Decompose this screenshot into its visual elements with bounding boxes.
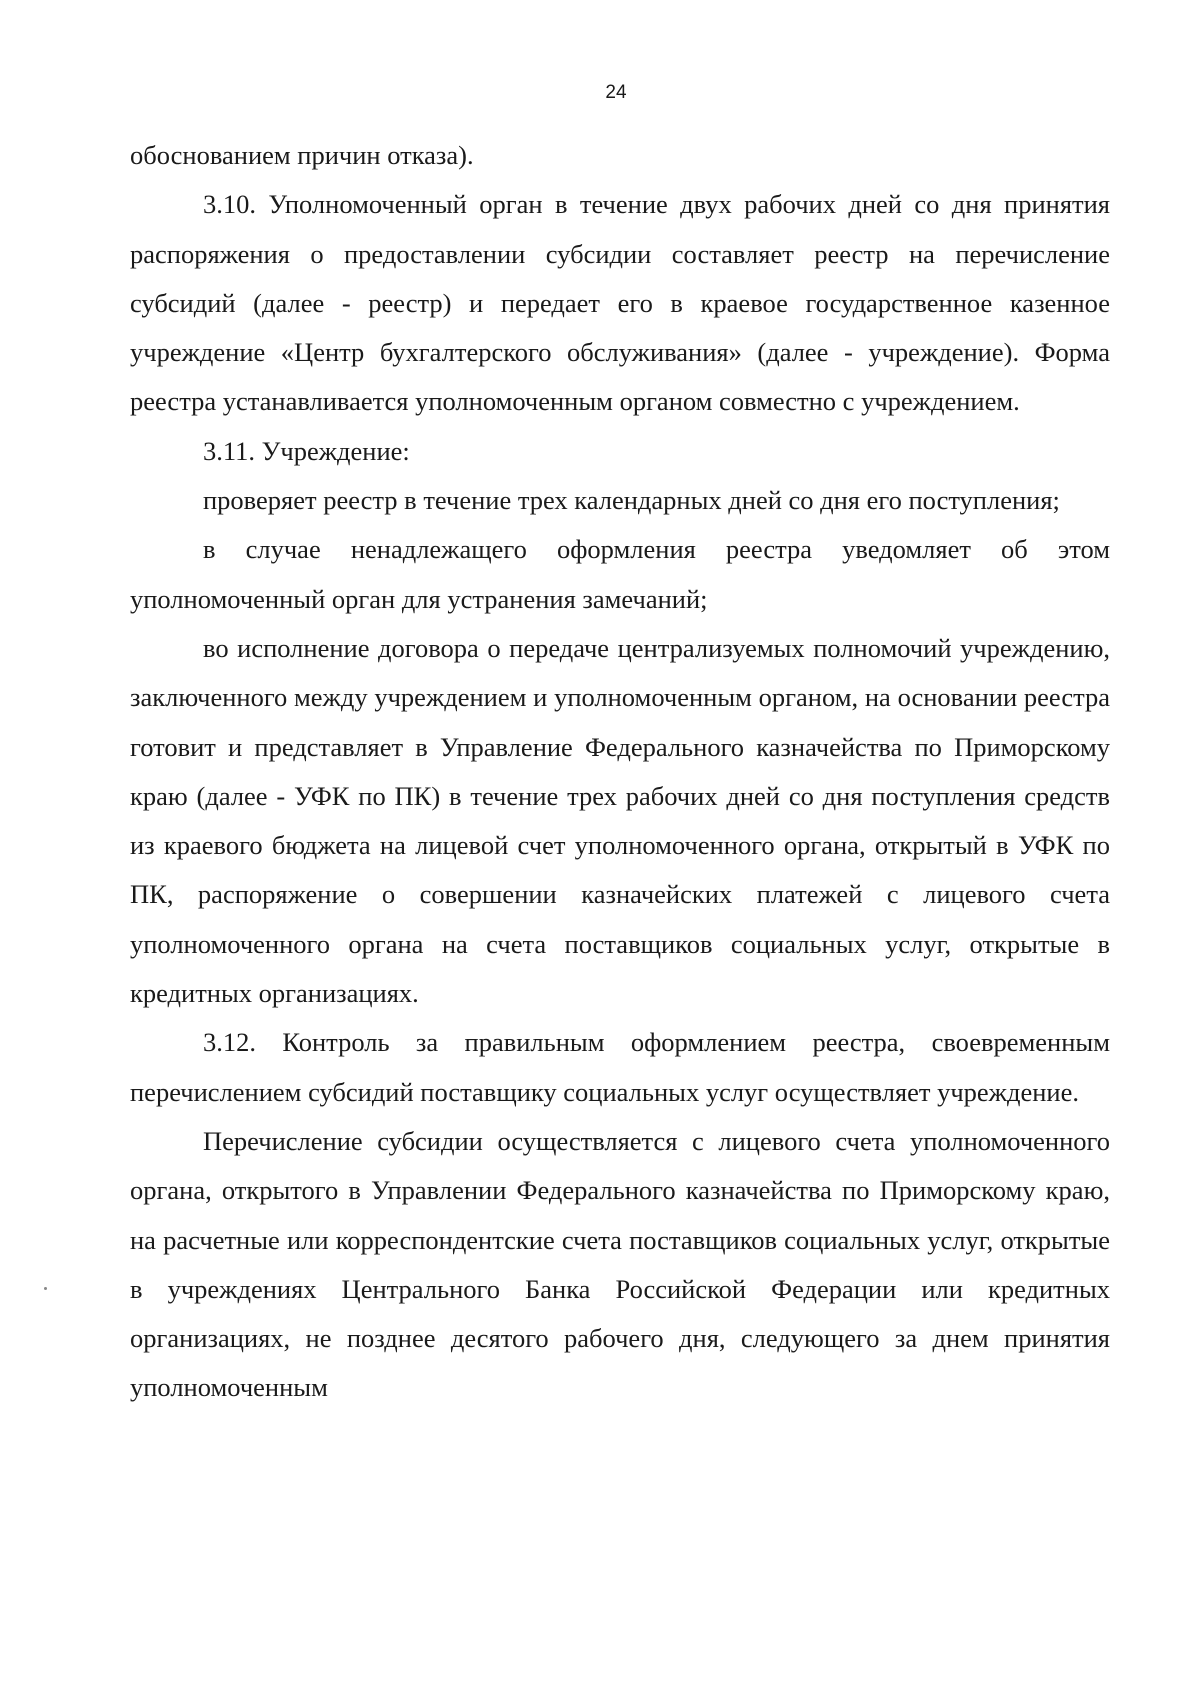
paragraph: обоснованием причин отказа). [130,140,474,170]
paragraph: проверяет реестр в течение трех календарных дней со дня его поступления; [203,485,1060,516]
scan-speck [44,1287,47,1290]
document-body [130,131,1110,1413]
paragraph: Перечисление субсидии осуществляется с лицевого счета уполномоченного органа, открытого в Управлении Федерального казначейства по Приморскому краю, на расчетные или корреспондентские счета поставщиков социальных услуг, открытые в учреждениях Центрального Банка Российской Федерации или кредитных организациях, не позднее десятого рабочего дня, следующего за днем принятия уполномоченным [130,1125,1110,1403]
paragraph: в случае ненадлежащего оформления реестра уведомляет об этом уполномоченный орган для устранения замечаний; [130,534,1110,614]
page-number: 24 [605,82,627,103]
paragraph: 3.11. Учреждение: [203,435,410,466]
paragraph: 3.10. Уполномоченный орган в течение двух рабочих дней со дня принятия распоряжения о предоставлении субсидии составляет реестр на перечисление субсидий (далее - реестр) и передает его в краевое государственное казенное учреждение «Центр бухгалтерского обслуживания» (далее - учреждение). Форма реестра устанавливается уполномоченным органом совместно с учреждением. [130,189,1110,417]
paragraph: во исполнение договора о передаче централизуемых полномочий учреждению, заключенного между учреждением и уполномоченным органом, на основании реестра готовит и представляет в Управление Федерального казначейства по Приморскому краю (далее - УФК по ПК) в течение трех рабочих дней со дня поступления средств из краевого бюджета на лицевой счет уполномоченного органа, открытый в УФК по ПК, распоряжение о совершении казначейских платежей с лицевого счета уполномоченного органа на счета поставщиков социальных услуг, открытые в кредитных организациях. [130,632,1110,1009]
paragraph: 3.12. Контроль за правильным оформлением реестра, своевременным перечислением субсидий поставщику социальных услуг осуществляет учреждение. [130,1027,1110,1107]
